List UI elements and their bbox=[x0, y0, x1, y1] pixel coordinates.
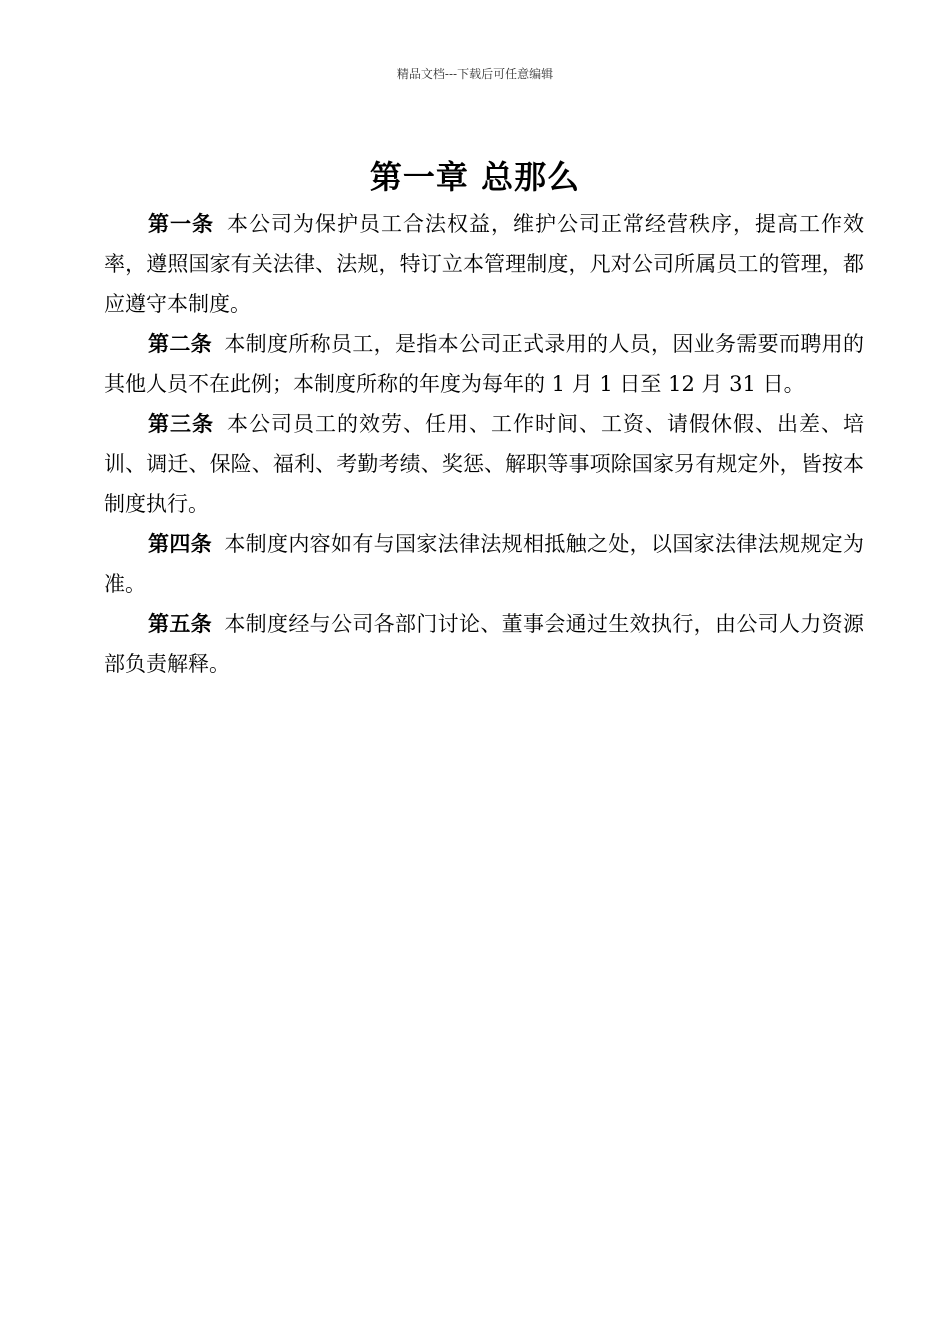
article-label: 第二条 bbox=[148, 332, 212, 356]
article-4 bbox=[104, 524, 864, 604]
article-5 bbox=[104, 604, 864, 684]
article-text: 本制度经与公司各部门讨论、董事会通过生效执行，由公司人力资源部负责解释。 bbox=[104, 612, 864, 676]
articles-body bbox=[104, 204, 864, 684]
article-label: 第三条 bbox=[148, 412, 214, 436]
article-text: 本制度内容如有与国家法律法规相抵触之处，以国家法律法规规定为准。 bbox=[104, 532, 864, 596]
chapter-title: 第一章 总那么 bbox=[369, 158, 581, 196]
page-header: 精品文档---下载后可任意编辑 bbox=[396, 67, 554, 81]
article-text: 本制度所称员工，是指本公司正式录用的人员，因业务需要而聘用的其他人员不在此例；本制度所称的年度为每年的 1 月 1 日至 12 月 31 日。 bbox=[104, 332, 864, 396]
article-text: 本公司员工的效劳、任用、工作时间、工资、请假休假、出差、培训、调迁、保险、福利、考勤考绩、奖惩、解职等事项除国家另有规定外，皆按本制度执行。 bbox=[104, 412, 864, 516]
article-label: 第四条 bbox=[148, 532, 212, 556]
article-2 bbox=[104, 324, 864, 404]
article-3 bbox=[104, 404, 864, 524]
article-text: 本公司为保护员工合法权益，维护公司正常经营秩序，提高工作效率，遵照国家有关法律、法规，特订立本管理制度，凡对公司所属员工的管理，都应遵守本制度。 bbox=[104, 212, 864, 316]
article-1 bbox=[104, 204, 864, 324]
article-label: 第一条 bbox=[148, 212, 214, 236]
article-label: 第五条 bbox=[148, 612, 212, 636]
